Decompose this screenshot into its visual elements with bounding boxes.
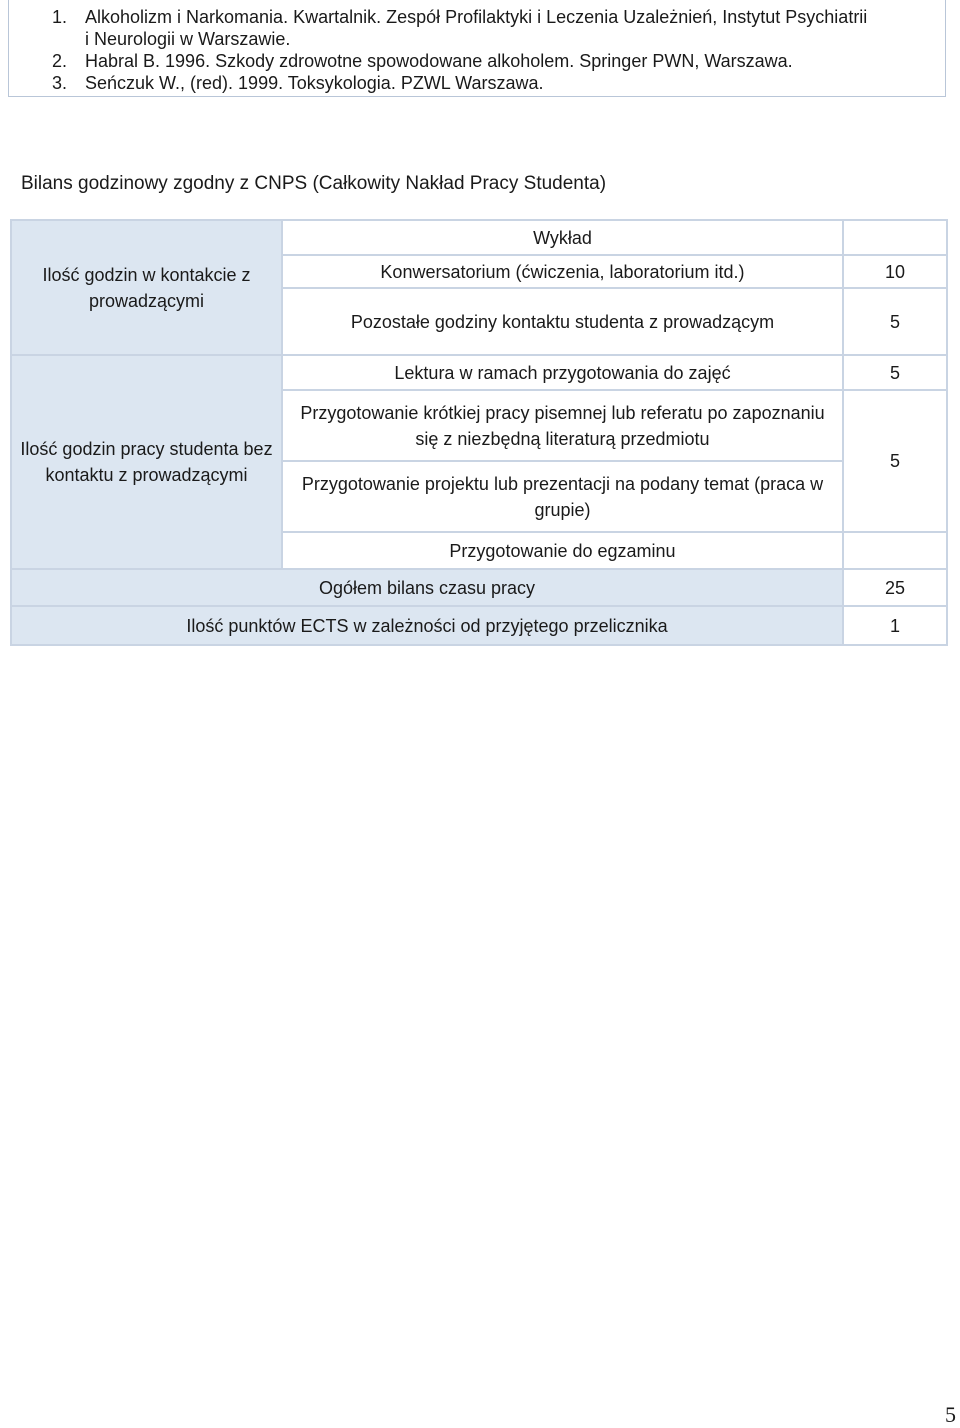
reference-number: 2. — [52, 51, 68, 71]
row-value-cell: 5 — [843, 355, 947, 390]
contact-category-cell: Ilość godzin w kontakcie z prowadzącymi — [11, 220, 282, 355]
row-label-cell: Wykład — [282, 220, 843, 255]
total-label-cell: Ogółem bilans czasu pracy — [11, 569, 843, 606]
row-label-cell: Konwersatorium (ćwiczenia, laboratorium itd.) — [282, 255, 843, 288]
reference-number: 1. — [52, 7, 68, 27]
row-value-cell — [843, 532, 947, 569]
ects-value-cell: 1 — [843, 606, 947, 645]
ects-label-cell: Ilość punktów ECTS w zależności od przyjętego przelicznika — [11, 606, 843, 645]
row-value-cell: 5 — [843, 288, 947, 355]
row-label-cell: Przygotowanie krótkiej pracy pisemnej lub referatu po zapoznaniu się z niezbędną literaturą przedmiotu — [282, 390, 843, 461]
table-row — [11, 355, 947, 390]
row-label-cell: Przygotowanie projektu lub prezentacji na podany temat (praca w grupie) — [282, 461, 843, 532]
row-label-cell: Przygotowanie do egzaminu — [282, 532, 843, 569]
reference-text: Habral B. 1996. Szkody zdrowotne spowodowane alkoholem. Springer PWN, Warszawa. — [85, 51, 793, 71]
references-list — [8, 0, 946, 97]
table-row — [11, 220, 947, 255]
section-title: Bilans godzinowy zgodny z CNPS (Całkowity Nakład Pracy Studenta) — [21, 173, 607, 194]
ects-row — [11, 606, 947, 645]
merged-value-cell: 5 — [843, 390, 947, 532]
row-value-cell: 10 — [843, 255, 947, 288]
hours-balance-table — [10, 219, 948, 646]
row-label-cell: Lektura w ramach przygotowania do zajęć — [282, 355, 843, 390]
row-value-cell — [843, 220, 947, 255]
reference-text: Seńczuk W., (red). 1999. Toksykologia. PZWL Warszawa. — [85, 73, 544, 93]
self-study-category-cell: Ilość godzin pracy studenta bez kontaktu z prowadzącymi — [11, 355, 282, 569]
reference-text: Alkoholizm i Narkomania. Kwartalnik. Zespół Profilaktyki i Leczenia Uzależnień, Instytut Psychiatrii — [85, 7, 868, 27]
reference-number: 3. — [52, 73, 68, 93]
total-row — [11, 569, 947, 606]
row-label-cell: Pozostałe godziny kontaktu studenta z prowadzącym — [282, 288, 843, 355]
total-value-cell: 25 — [843, 569, 947, 606]
reference-text: i Neurologii w Warszawie. — [85, 29, 291, 49]
page-number: 5 — [945, 1402, 956, 1427]
